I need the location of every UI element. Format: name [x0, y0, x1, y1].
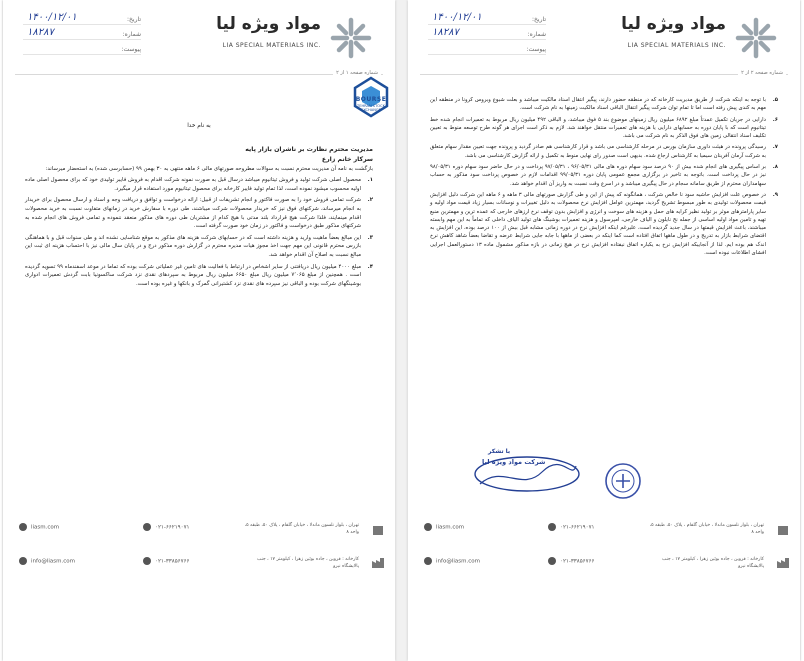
footer-phone-2: ۰۲۱-۳۳۸۵۶۷۶۶: [143, 557, 189, 569]
phone-icon: [143, 523, 151, 531]
list-item: [25, 263, 373, 289]
item-number: ۶.: [772, 116, 778, 123]
footer-email[interactable]: info@liasm.com: [424, 557, 480, 569]
date-value: ۱۴۰۰/۱۲/۰۱: [432, 12, 482, 23]
item-number: ۸.: [772, 164, 778, 171]
factory-icon: [776, 555, 790, 569]
company-name: مواد ویژه لیا: [621, 14, 726, 34]
phone-icon: [143, 557, 151, 565]
attach-row: [428, 42, 546, 55]
item-text: در خصوص علت افزایش حاشیه سود نا خالص شرکت ، همانگونه که پیش از این و طی گزارش صورتهای مالی ۳ ماهه و ۶ ماهه این شرکت دلیل افزایش قیمت محصولات تولیدی به طور مبسوط تشریح گردید، مهمترین عوامل افزایش نرخ محصولات به دلیل تغییرات و نوسانات بسیار زیاد قیمت مواد اولیه و سایر پارامترهای موثر بر تولید نظیر کرایه های حمل و هزینه های سوخت و انرژی و افزایش بدون توقف نرخ ارزهای خارجی که عمده ترین و مهمترین منبع تهیه و تامین مواد اولیه اساسی از جمله نخ نایلون و الیاف خارجی، امپرسول و هزینه تعمیرات بوشینگ های تولید الیاف داخلی که تماماً به این مهم وابسته میباشند، باعث افزایش قیمتها در سال جدید گردیده است، علیرغم اینکه افزایش نرخ در دوره زمانی مشابه قبل بیش از ۱۰۰ درصد بوده، این افزایش به اقتضای شرایط بازار به تدریج و در طول ماهها اتفاق افتاده است کما اینکه در بعضی از ماهها با جابه جایی شرایط عرضه و تقاضا بعضاً شاهد کاهش نرخ اندک هم بوده ایم. لذا از آنجاییکه افزایش نرخ به یکباره اتفاق نیفتاده افزایش نرخ در هیچ زمانی در بازه مذکور مشمول ماده ۱۳ دستورالعمل اجرایی افشای اطلاعات نبوده است.: [430, 191, 766, 257]
footer-address-factory: کارخانه : قزوین ، جاده بوئین زهرا ، کیلومتر ۱۷ ، جنب پالایشگاه نیرو: [661, 557, 764, 569]
list-item: [430, 191, 778, 257]
phone-icon: [548, 557, 556, 565]
letter-body: [25, 112, 373, 291]
header-divider: [420, 74, 788, 75]
item-number: ۹.: [772, 191, 778, 198]
footer-phone-2: ۰۲۱-۳۳۸۵۶۷۶۶: [548, 557, 594, 569]
date-row: [23, 12, 141, 25]
basmala: به نام خدا: [187, 123, 211, 129]
mail-icon: [19, 557, 27, 565]
item-text: شرکت تمامی فروش خود را به صورت فاکتور و انجام تشریفات از قبیل: ارائه درخواست و توافق و دریافت وجه و اسناد و ارسال محصول برای خریدار به انجام میرساند، شرکتهای فوق نیز که خریدار محصولات شرکت میباشند، طی دوره با سفارش خرید در زمانهای متفاوت نسبت به خرید محصولات اقدام مینمایند، فلذا شرکت هیچ قرارداد بلند مدتی با هیچ کدام از مشتریان طی دوره های مذکور منعقد ننموده و تمامی فروش های انجام شده به شرکتهای مذکور طبق درخواست و فاکتور در زمان خود صورت گرفته است.: [25, 197, 361, 230]
attach-label: پیوست:: [526, 46, 546, 53]
page-gutter: [396, 0, 407, 661]
item-text: مبلغ ۴۰۰۰ میلیون ریال دریافتنی از سایر اشخاص در ارتباط با فعالیت های تامین غیر عملیاتی شرکت بوده که تماما در موعد اسفندماه ۹۹ تسویه گردیده است . همچنین از مبلغ ۷٬۰۶۵ میلیون ریال مبلغ ۶۶۵۰ میلیون ریال مربوط به سپردهای نقدی نزد شرکت ساکسونیا بابت گردش تعمیرات ادواری بوشینگهای شرکت بوده و الباقی نیز سپرده های نقدی نزد کشتیرانی گمرک و بانکها و غیره بوده است.: [25, 263, 361, 287]
date-label: تاریخ:: [532, 16, 546, 23]
number-value: ۱۸۲۸۷: [27, 27, 54, 38]
number-label: شماره:: [527, 31, 546, 38]
page-number: شماره صفحه ۱ از ۲: [333, 70, 381, 76]
footer-phone-1: ۰۲۱-۶۶۲۱۹۰۷۱: [143, 523, 189, 535]
item-text: محصول اصلی شرکت تولید و فروش تیتانیوم میباشد درسال قبل به صورت نمونه شرکت اقدام به فروش فایبر تولیدی خود که برای محصول اصلی ماده اولیه محسوب میشود نموده است، لذا تمام تولید فایبر کارخانه برای محصول تیتانیوم مورد استفاده قرار میگیرد.: [25, 177, 361, 192]
number-label: شماره:: [122, 31, 141, 38]
signatory-name: شرکت مواد ویژه لیا: [482, 458, 546, 466]
office-icon: [371, 523, 385, 537]
globe-icon: [19, 523, 27, 531]
letter-footer: [13, 523, 385, 583]
list-item: [430, 96, 778, 113]
office-icon: [776, 523, 790, 537]
bourse-subtitle: TEHRAN STOCK EXCHANGE: [357, 104, 385, 112]
letter-subject: بازگشت به نامه آن مدیریت محترم نسبت به سوالات مطروحه صورتهای مالی ۶ ماهه منتهی به ۳۰ بهمن ۹۹ (حسابرسی شده) به استحضار میرساند:: [45, 165, 373, 172]
item-text: دارایی در جریان تکمیل عمدتاً مبلغ ۶۸۹۲ میلیون ریال زمینهای موضوع بند ۵ فوق میباشد، و الباقی ۴۹۲ میلیون ریال مربوط به تعمیرات انجام شده خط تیتانیوم است که با پایان دوره به حسابهای دارایی یا هزینه های تعمیرات منتقل خواهند شد. لازم به ذکر است اجرای هر گونه طرح توسعه منوط به تعیین تکلیف اسناد انتقالی زمین های فوق الذکر به نام شرکت می باشد.: [430, 116, 766, 140]
letter-header: [408, 0, 800, 90]
item-number: ۱.: [367, 177, 373, 184]
letter-header: [3, 0, 395, 90]
date-row: [428, 12, 546, 25]
item-text: بر اساس پیگیری های انجام شده بیش از ۹۰ درصد سود سهام دوره های مالی ۹۶/۰۵/۳۱ ، ۹۷/۰۵/۳۱ پرداخت و در حال حاضر سود سهام دوره ۹۸/۰۵/۳۱ نیز در حال پرداخت است. باتوجه به تاخیر در برگزاری مجمع عمومی پایان دوره ۹۹/۰۵/۳۱ اقدامات لازم در خصوص پرداخت سود مذکور به حساب سهامداران محترم از طریق سامانه سجام در حال پیگیری میباشد و در اسرع وقت نسبت به واریز آن اقدام خواهد شد.: [430, 164, 767, 187]
list-item: [25, 176, 373, 193]
bourse-wordmark: BOURSE: [355, 96, 387, 103]
list-item: [430, 116, 778, 141]
attach-row: [23, 42, 141, 55]
footer-address-office: تهران ، بلوار نلسون ماندلا ، خیابان گلفام ، پلاک ۵۰، طبقه ۵، واحد ۸: [244, 523, 359, 535]
number-value: ۱۸۲۸۷: [432, 27, 459, 38]
company-name: مواد ویژه لیا: [216, 14, 321, 34]
date-value: ۱۴۰۰/۱۲/۰۱: [27, 12, 77, 23]
addressee-line-2: سرکار خانم زارع: [321, 155, 373, 163]
mail-icon: [424, 557, 432, 565]
number-row: [428, 27, 546, 40]
item-text: با توجه به اینکه شرکت از طریق مدیریت کارخانه که در منطقه حضور دارند، پیگیر انتقال اسناد مالکیت میباشد و بعلت شیوع ویروس کرونا در منطقه این مهم به کندی پیش رفته است اما تا تمام توان شرکت پیگیر انتقال الباقی اسناد مالکیت زمینها به نام شرکت است.: [430, 97, 766, 112]
list-item: [25, 234, 373, 260]
company-seal-icon: [604, 462, 642, 500]
item-number: ۲.: [367, 197, 373, 204]
phone-icon: [548, 523, 556, 531]
item-number: ۴.: [367, 263, 373, 270]
footer-address-factory: کارخانه : قزوین ، جاده بوئین زهرا ، کیلومتر ۱۷ ، جنب پالایشگاه نیرو: [256, 557, 359, 569]
letter-body: [430, 96, 778, 260]
company-name-en: LIA SPECIAL MATERIALS INC.: [222, 42, 321, 49]
footer-email[interactable]: info@liasm.com: [19, 557, 75, 569]
company-logo-icon: [734, 16, 778, 60]
letter-page-2: [408, 0, 800, 661]
item-number: ۷.: [772, 144, 778, 151]
letter-meta: [428, 12, 546, 57]
number-row: [23, 27, 141, 40]
letter-page-1: [3, 0, 395, 661]
company-logo-icon: [329, 16, 373, 60]
list-item: [430, 143, 778, 160]
attach-label: پیوست:: [121, 46, 141, 53]
addressee-line-1: مدیریت محترم نظارت بر ناشران بازار پایه: [245, 145, 373, 153]
globe-icon: [424, 523, 432, 531]
company-name-en: LIA SPECIAL MATERIALS INC.: [627, 42, 726, 49]
item-text: این مبالغ بعضاً ماهیت وارید و هزینه داشته است که در حسابهای شرکت هزینه های مذکور به موقع شناسایی نشده اند و طی سنوات قبل و با هماهنگی بازرس محترم قانونی این مهم جهت اخذ مجوز هیات مدیره محترم در گزارش دوره مذکور درج و در پایان سال مالی نیز با احتساب هزینه ای ثبت این مبالغ نسبت به اصلاح آن اقدام خواهد شد.: [25, 234, 361, 258]
item-number: ۵.: [772, 97, 778, 103]
item-text: رسیدگی پرونده در هیئت داوری سازمان بورس در مرحله کارشناسی می باشد و قرار کارشناسی هم صادر گردید و پرونده جهت تعیین مقدار سهام متعلق به شرکت آرمان آفرینان سیمیا به کارشناس ارجاع شده. بدیهی است صدور رای نهایی منوط به تکمیل و ارائه گزارش کارشناسی می باشد.: [430, 144, 766, 159]
item-number: ۳.: [367, 234, 373, 241]
header-divider: [15, 74, 383, 75]
letter-meta: [23, 12, 141, 57]
footer-phone-1: ۰۲۱-۶۶۲۱۹۰۷۱: [548, 523, 594, 535]
list-item: [25, 196, 373, 230]
factory-icon: [371, 555, 385, 569]
footer-website[interactable]: liasm.com: [424, 523, 464, 535]
date-label: تاریخ:: [127, 16, 141, 23]
list-item: [430, 163, 778, 188]
page-number: شماره صفحه ۲ از ۲: [738, 70, 786, 76]
closing-text: با تشکر: [488, 448, 511, 455]
footer-address-office: تهران ، بلوار نلسون ماندلا ، خیابان گلفام ، پلاک ۵۰، طبقه ۵، واحد ۸: [649, 523, 764, 535]
footer-website[interactable]: liasm.com: [19, 523, 59, 535]
letter-footer: [418, 523, 790, 583]
